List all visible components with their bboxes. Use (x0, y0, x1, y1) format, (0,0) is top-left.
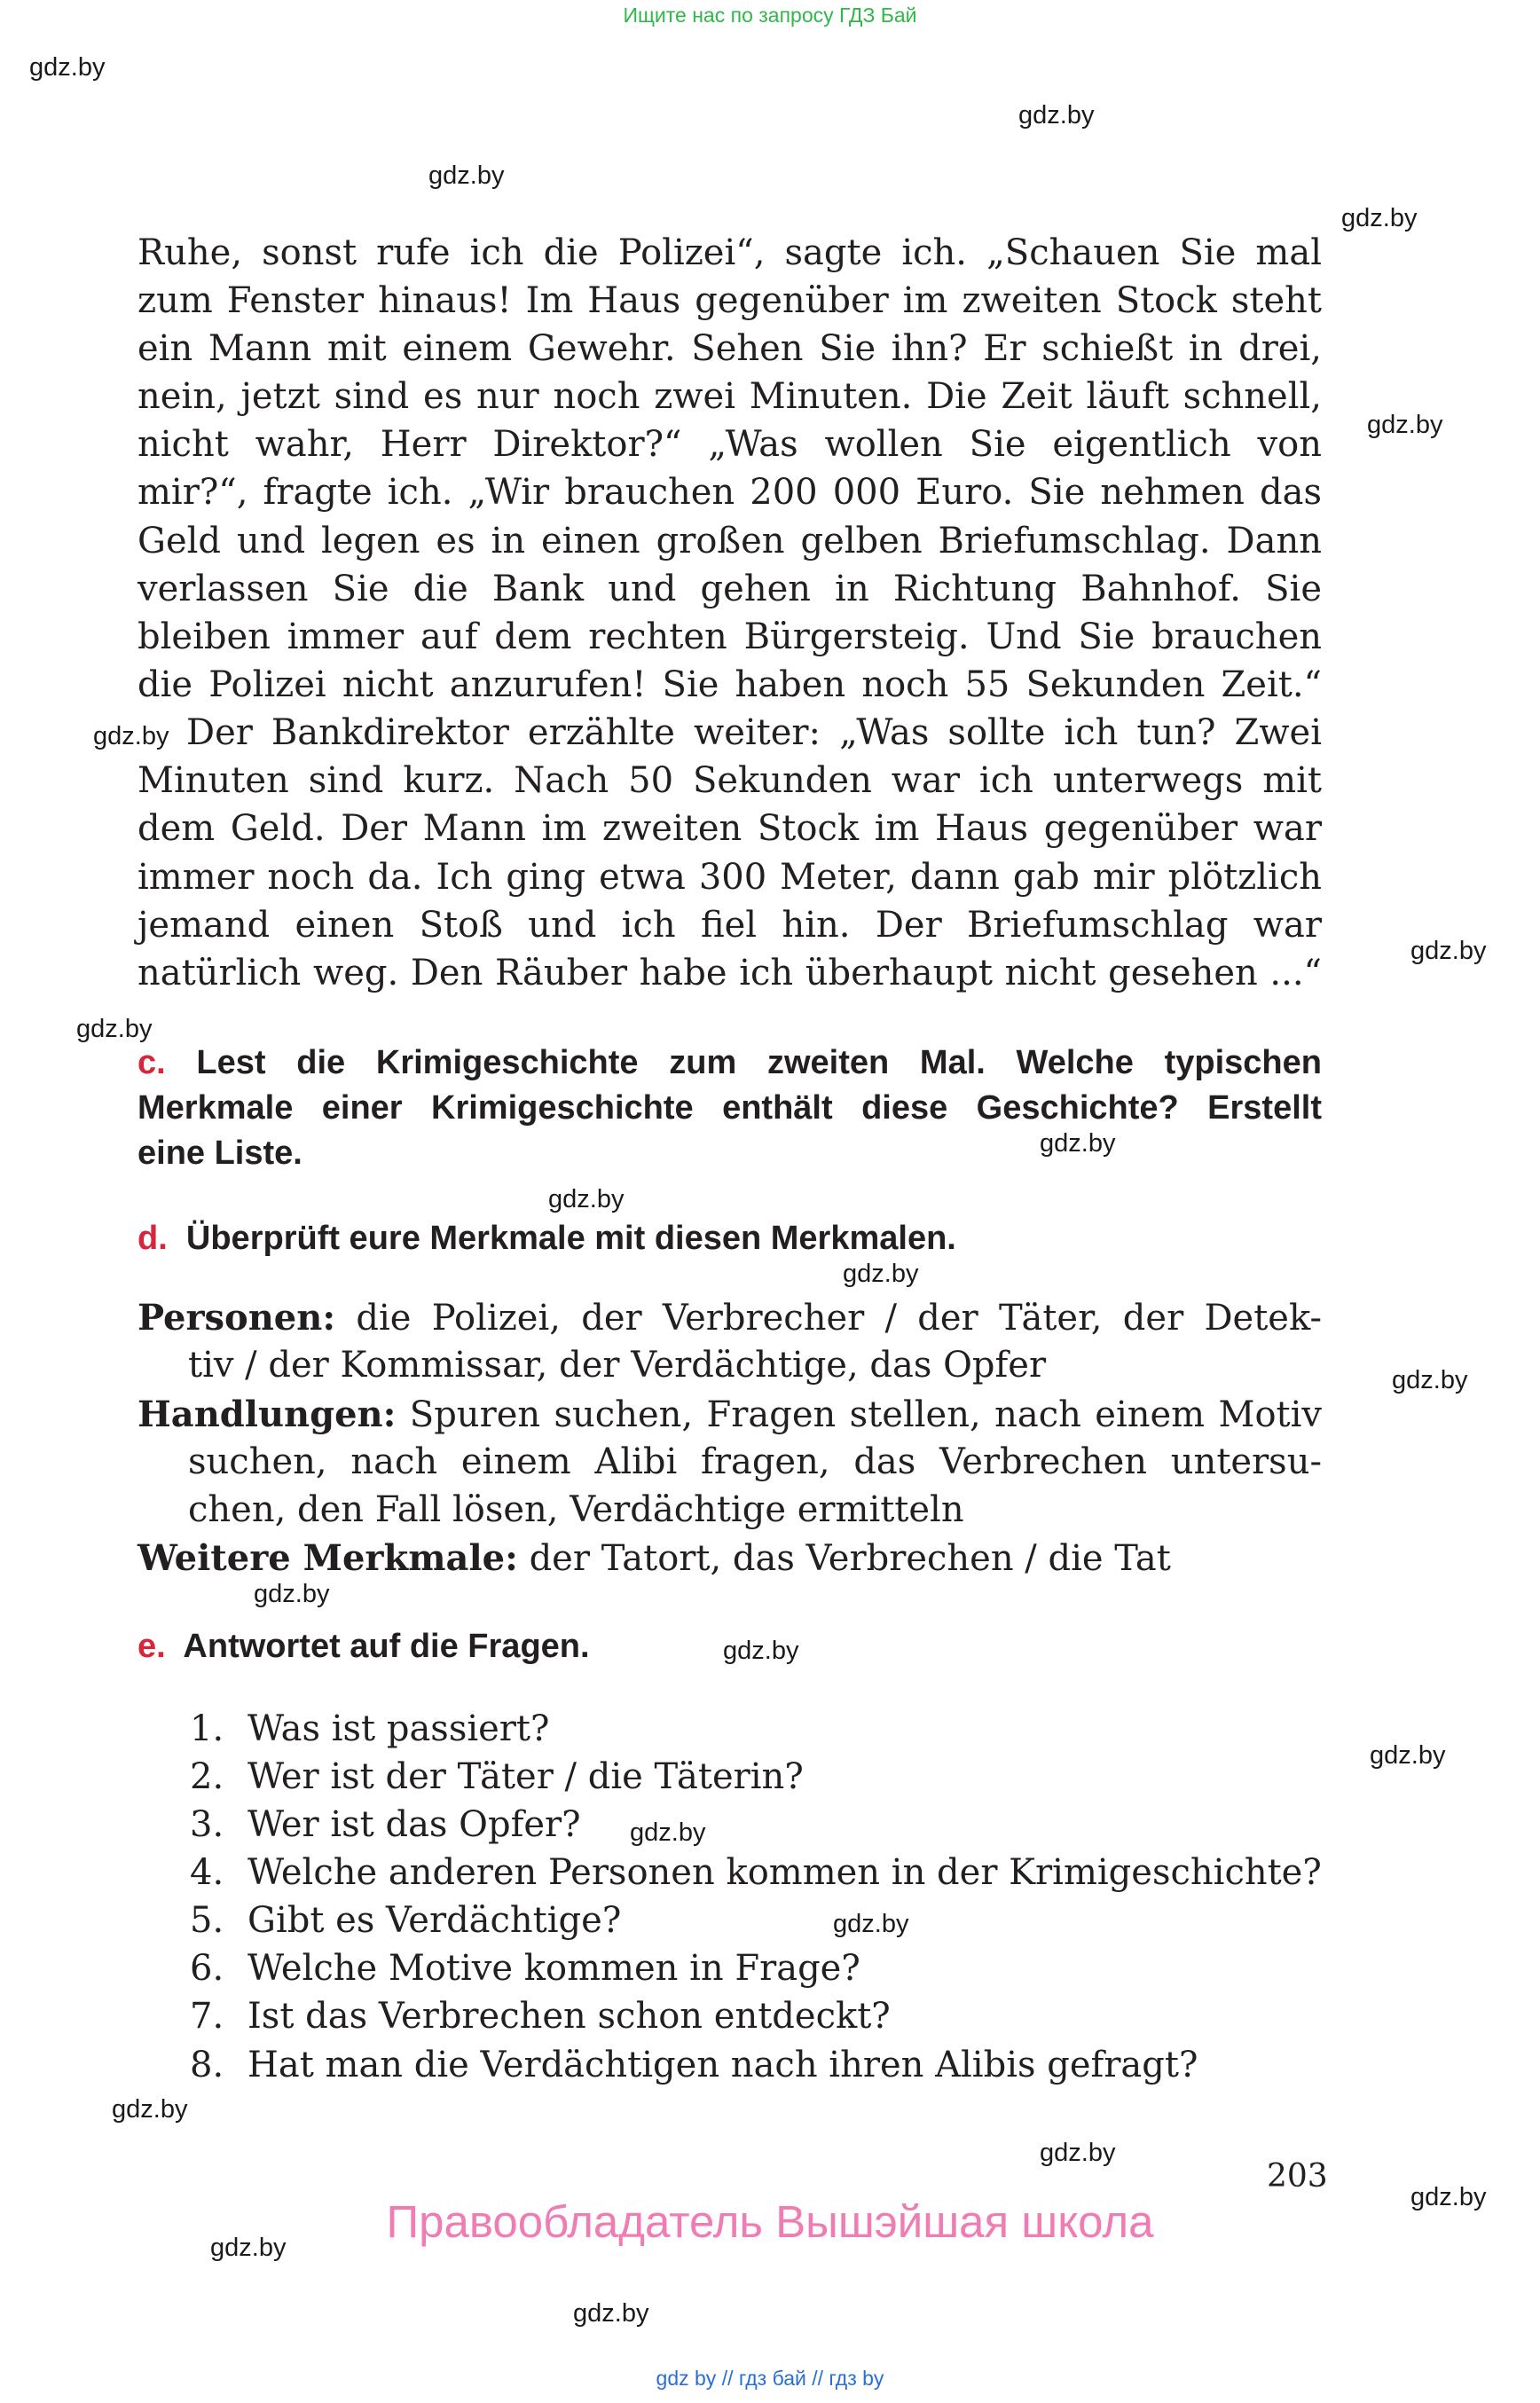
watermark: gdz.by (1018, 101, 1095, 130)
question-text: Wer ist der Täter / die Täterin? (248, 1756, 804, 1797)
watermark: gdz.by (573, 2299, 649, 2328)
story-line: verlassen Sie die Bank und gehen in Richtung Bahnhof. Sie (138, 569, 1322, 609)
question-text: Was ist passiert? (248, 1708, 550, 1749)
story-line: Der Bankdirektor erzählte weiter: „Was sollte ich tun? Zwei (186, 712, 1322, 753)
feature-handlungen-cont: chen, den Fall lösen, Verdächtige ermitteln (188, 1489, 964, 1530)
task-c-line: eine Liste. (138, 1135, 302, 1172)
story-line: ein Mann mit einem Gewehr. Sehen Sie ihn? Er schießt in drei, (138, 328, 1322, 369)
question-number: 2. (190, 1756, 224, 1797)
story-line: immer noch da. Ich ging etwa 300 Meter, dann gab mir plötzlich (138, 857, 1322, 898)
feature-handlungen-cont: suchen, nach einem Alibi fragen, das Verbrechen untersu- (188, 1441, 1322, 1482)
question-text: Gibt es Verdächtige? (248, 1900, 622, 1941)
task-letter: e. (138, 1628, 166, 1665)
question-number: 3. (190, 1804, 224, 1845)
watermark: gdz.by (428, 161, 505, 190)
task-d-text: Überprüft eure Merkmale mit diesen Merkmalen. (185, 1220, 956, 1257)
watermark: gdz.by (1341, 204, 1418, 232)
feature-term: Personen: (138, 1297, 336, 1339)
task-letter: c. (138, 1044, 166, 1081)
watermark: gdz.by (29, 53, 106, 82)
top-banner[interactable]: Ищите нас по запросу ГДЗ Бай (623, 4, 917, 27)
question-item (190, 2045, 1198, 2085)
task-e (138, 1628, 590, 1666)
watermark: gdz.by (112, 2095, 188, 2124)
question-text: Welche Motive kommen in Frage? (248, 1948, 860, 1989)
watermark: gdz.by (723, 1637, 799, 1665)
story-line: nicht wahr, Herr Direktor?“ „Was wollen Sie eigentlich von (138, 424, 1322, 465)
question-item (190, 1900, 621, 1941)
question-number: 6. (190, 1948, 224, 1989)
question-text: Welche anderen Personen kommen in der Krimigeschichte? (248, 1852, 1322, 1893)
question-number: 5. (190, 1900, 224, 1941)
watermark: gdz.by (1367, 411, 1443, 439)
story-line: Geld und legen es in einen großen gelben Briefumschlag. Dann (138, 521, 1322, 561)
watermark: gdz.by (843, 1260, 919, 1288)
task-c-line (138, 1044, 1322, 1082)
watermark: gdz.by (1040, 2139, 1116, 2167)
feature-text: die Polizei, der Verbrecher / der Täter, der Detek- (356, 1298, 1323, 1339)
story-line: Ruhe, sonst rufe ich die Polizei“, sagte ich. „Schauen Sie mal (138, 232, 1322, 273)
feature-text: der Tatort, das Verbrechen / die Tat (529, 1538, 1171, 1579)
watermark: gdz.by (254, 1580, 330, 1608)
watermark: gdz.by (833, 1910, 909, 1938)
task-e-text: Antwortet auf die Fragen. (183, 1628, 590, 1665)
question-item (190, 1804, 581, 1845)
question-item (190, 1996, 891, 2037)
task-letter: d. (138, 1220, 168, 1257)
bottom-links[interactable]: gdz by // гдз бай // гдз by (656, 2367, 884, 2390)
question-item (190, 1852, 1322, 1893)
story-line: nein, jetzt sind es nur noch zwei Minuten. Die Zeit läuft schnell, (138, 376, 1322, 417)
story-line: die Polizei nicht anzurufen! Sie haben noch 55 Sekunden Zeit.“ (138, 664, 1322, 705)
watermark: gdz.by (1370, 1741, 1446, 1770)
page-number: 203 (1267, 2158, 1328, 2195)
task-c-text: Lest die Krimigeschichte zum zweiten Mal. Welche typischen (196, 1044, 1322, 1081)
question-item (190, 1708, 549, 1749)
task-c-line: Merkmale einer Krimigeschichte enthält diese Geschichte? Erstellt (138, 1089, 1322, 1127)
question-number: 4. (190, 1852, 224, 1893)
watermark: gdz.by (630, 1818, 706, 1847)
watermark: gdz.by (548, 1185, 625, 1213)
watermark: gdz.by (93, 722, 169, 750)
watermark: gdz.by (1392, 1366, 1468, 1394)
feature-term: Handlungen: (138, 1394, 397, 1435)
story-line: bleiben immer auf dem rechten Bürgersteig. Und Sie brauchen (138, 616, 1322, 657)
watermark: gdz.by (210, 2234, 287, 2262)
question-text: Hat man die Verdächtigen nach ihren Alibis gefragt? (248, 2045, 1198, 2085)
feature-personen-cont: tiv / der Kommissar, der Verdächtige, das Opfer (188, 1345, 1047, 1386)
feature-handlungen (138, 1394, 1322, 1435)
question-number: 1. (190, 1708, 224, 1749)
story-line: natürlich weg. Den Räuber habe ich überhaupt nicht gesehen ...“ (138, 953, 1322, 993)
question-number: 8. (190, 2045, 224, 2085)
question-item (190, 1756, 804, 1797)
story-line: zum Fenster hinaus! Im Haus gegenüber im zweiten Stock steht (138, 280, 1322, 321)
question-item (190, 1948, 860, 1989)
question-text: Wer ist das Opfer? (248, 1804, 581, 1845)
watermark: gdz.by (1410, 2183, 1487, 2211)
watermark: gdz.by (1410, 937, 1487, 965)
story-line: dem Geld. Der Mann im zweiten Stock im Haus gegenüber war (138, 808, 1322, 849)
question-number: 7. (190, 1996, 224, 2037)
feature-personen (138, 1297, 1322, 1339)
question-text: Ist das Verbrechen schon entdeckt? (248, 1996, 891, 2037)
story-line: mir?“, fragte ich. „Wir brauchen 200 000 Euro. Sie nehmen das (138, 472, 1322, 513)
watermark: gdz.by (76, 1015, 153, 1043)
feature-weitere (138, 1537, 1171, 1579)
rights-holder: Правообладатель Вышэйшая школа (386, 2196, 1154, 2247)
story-line: Minuten sind kurz. Nach 50 Sekunden war ich unterwegs mit (138, 760, 1322, 801)
feature-text: Spuren suchen, Fragen stellen, nach einem Motiv (409, 1394, 1322, 1435)
story-line: jemand einen Stoß und ich fiel hin. Der Briefumschlag war (138, 905, 1322, 946)
watermark: gdz.by (1040, 1129, 1116, 1158)
feature-term: Weitere Merkmale: (138, 1537, 518, 1579)
task-d (138, 1220, 956, 1258)
